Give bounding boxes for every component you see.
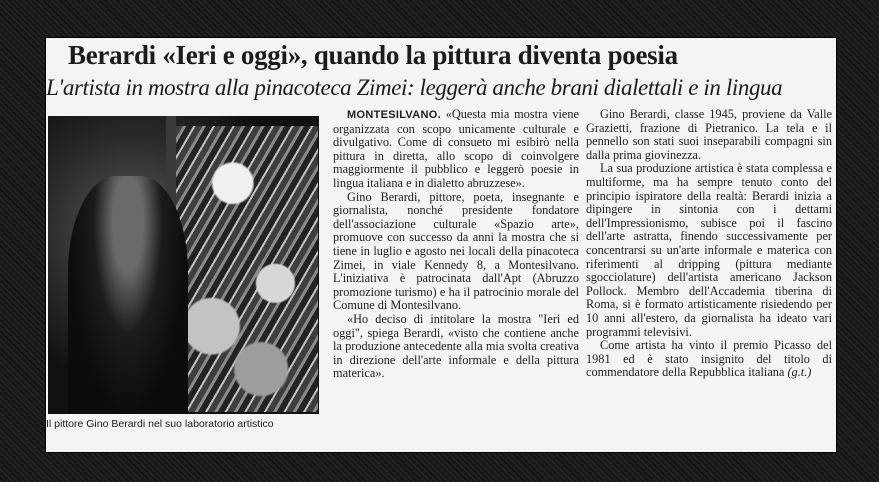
article-photo [48,116,319,414]
paragraph-text: «Questa mia mostra viene organizzata con scopo unicamente culturale e divulgativo. Come di consueto mi esibirò nella pittura in diretta, allo scopo di coinvolgere maggiormente il pubblico e leggerò poesie in lingua italiana e in dialetto abruzzese». [333,107,579,190]
painting-image [176,126,318,412]
paragraph: «Ho deciso di intitolare la mostra "Ieri ed oggi", spiega Berardi, «visto che contiene anche la produzione antecedente alla mia svolta creativa in direzione dell'arte informale e della pittura materica». [333,311,579,381]
article-column-1 [333,108,579,381]
paragraph [333,108,579,191]
painter-figure [68,176,188,414]
headline: Berardi «Ieri e oggi», quando la pittura diventa poesia [68,40,678,70]
paragraph: La sua produzione artistica è stata complessa e multiforme, ma ha sempre tenuto conto del principio ispiratore della realtà: Berardi inizia a dipingere in sintonia con i dettami dell'Impressionismo, subisce poi il fascino dell'arte astratta, finendo successivamente per concentrarsi su un'arte informale e materica con riferimenti al dripping (pittura mediante sgocciolature) dell'artista americano Jackson Pollock. Membro dell'Accademia tiberina di Roma, si è formato artisticamente risiedendo per 10 anni all'estero, da giornalista ha ideato vari programmi televisivi. [586,161,832,339]
paragraph: Gino Berardi, classe 1945, proviene da Valle Grazietti, frazione di Pietranico. La tela e il pennello son stati suoi inseparabili compagni sin dalla prima giovinezza. [586,107,832,162]
paragraph-text: Come artista ha vinto il premio Picasso del 1981 ed è stato insignito del titolo di commendatore della Repubblica italiana [586,338,832,380]
dateline: MONTESILVANO. [347,109,441,121]
paragraph: Gino Berardi, pittore, poeta, insegnante e giornalista, nonché presidente fondatore dell'associazione culturale «Spazio arte», promuove con successo da anni la mostra che si tiene in luglio e agosto nei locali della pinacoteca Zimei, in viale Kennedy 8, a Montesilvano. L'iniziativa è patrocinata dall'Apt (Abruzzo promozione turismo) e ha il patrocinio morale del Comune di Montesilvano. [333,189,579,313]
paragraph [586,339,832,380]
article-column-2 [586,108,832,380]
photo-caption: Il pittore Gino Berardi nel suo laboratorio artistico [46,418,274,430]
subheadline: L'artista in mostra alla pinacoteca Zimei: leggerà anche brani dialettali e in lingua [46,75,783,100]
author-initials: (g.t.) [784,365,812,380]
newspaper-clipping [46,38,836,452]
